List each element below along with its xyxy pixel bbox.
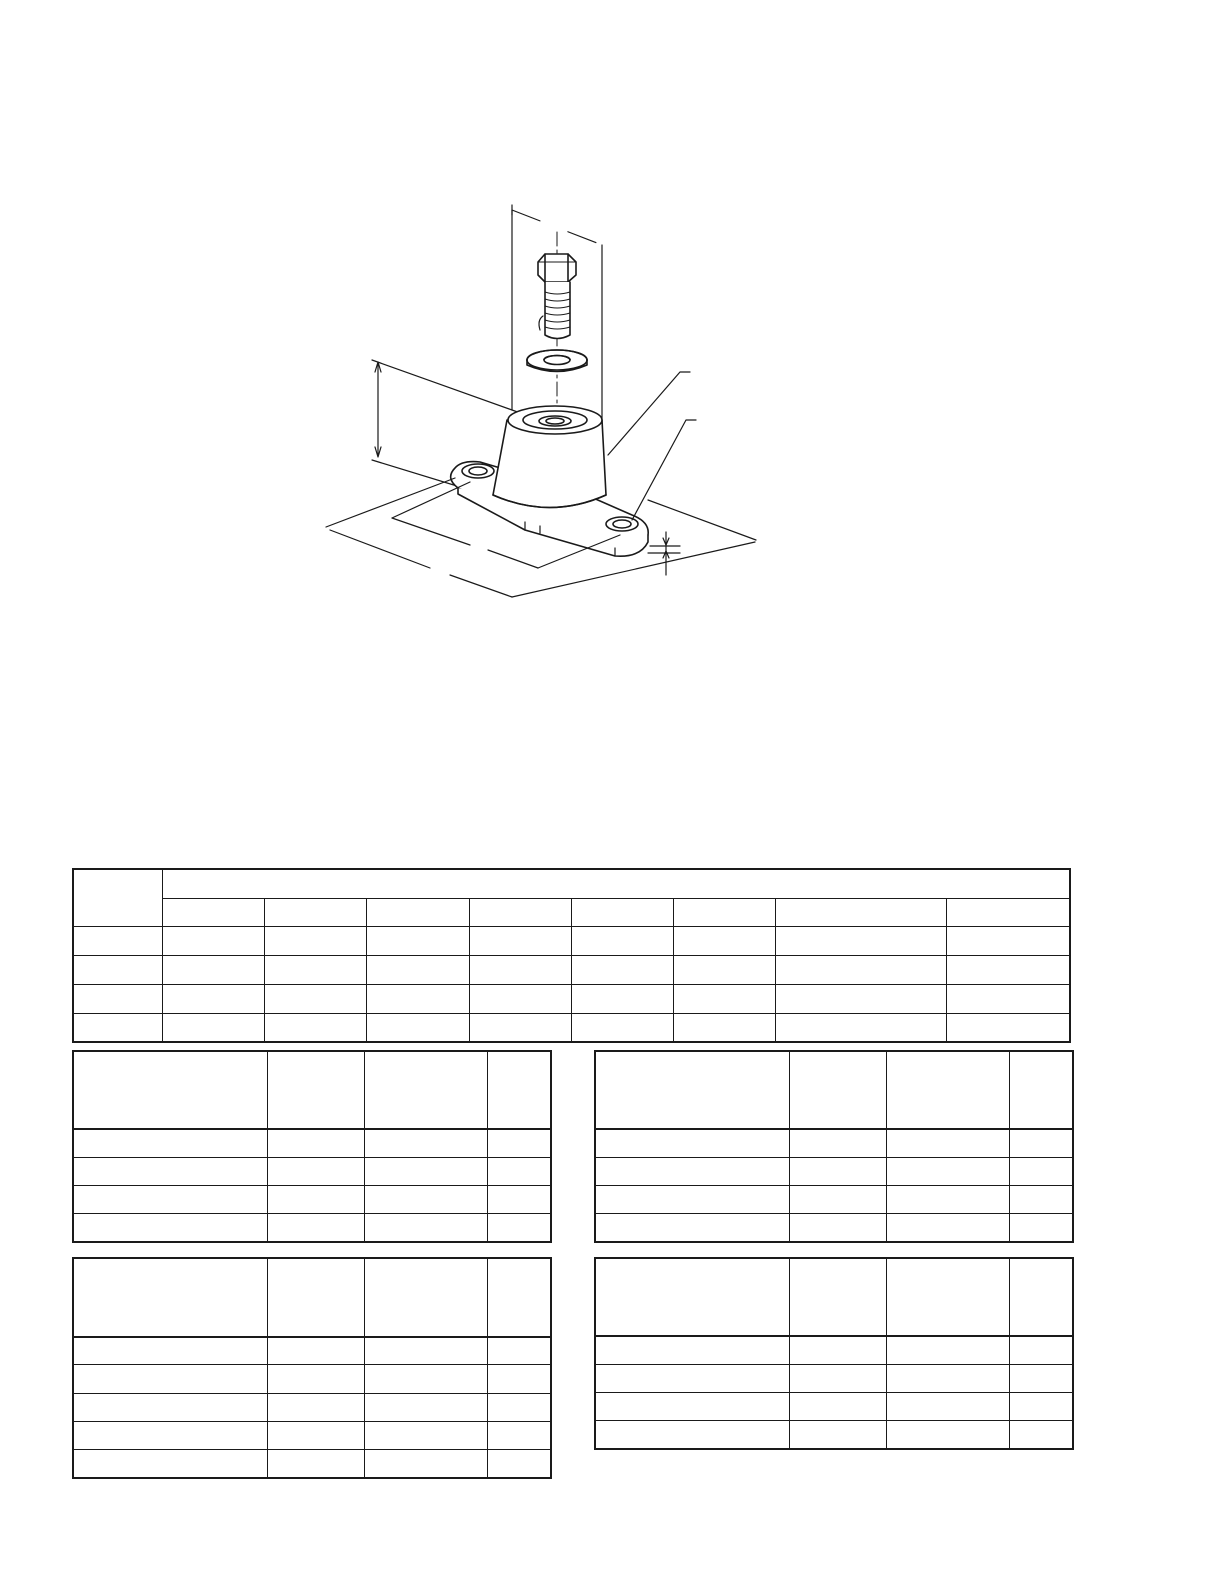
table-row: [595, 1214, 1073, 1242]
leader-line-flange: [632, 420, 696, 520]
table-row: [595, 1365, 1073, 1393]
table-cell: [73, 984, 162, 1013]
table-cell: [789, 1158, 886, 1186]
table-cell: [673, 984, 775, 1013]
table-cell: [469, 926, 571, 955]
table-cell: [487, 1337, 551, 1365]
length-ext-right: [648, 500, 756, 540]
main-table-col-header: [673, 898, 775, 926]
length-dim-line-b: [450, 575, 512, 597]
table-cell: [162, 984, 264, 1013]
table-cell: [571, 926, 673, 955]
table-header-cell: [364, 1258, 487, 1337]
table-cell: [73, 1450, 267, 1478]
table-row: [595, 1129, 1073, 1157]
rubber-cone: [493, 406, 606, 508]
table-header-cell: [73, 1258, 267, 1337]
table-row: [73, 1450, 551, 1478]
table-header-cell: [73, 1051, 267, 1129]
bottom-right-table: [594, 1257, 1074, 1450]
table-cell: [595, 1336, 789, 1364]
main-table-col-header: [469, 898, 571, 926]
main-table-col-header: [775, 898, 946, 926]
table-cell: [1009, 1129, 1073, 1157]
table-cell: [946, 984, 1070, 1013]
table-cell: [73, 1365, 267, 1393]
table-cell: [886, 1393, 1009, 1421]
table-cell: [595, 1129, 789, 1157]
table-cell: [1009, 1421, 1073, 1449]
main-table-group-header: [162, 869, 1070, 898]
table-cell: [946, 1013, 1070, 1042]
table-cell: [366, 926, 469, 955]
table-cell: [1009, 1336, 1073, 1364]
table-cell: [886, 1421, 1009, 1449]
table-cell: [946, 955, 1070, 984]
table-header-cell: [1009, 1258, 1073, 1336]
table-cell: [886, 1214, 1009, 1242]
table-cell: [886, 1186, 1009, 1214]
table-cell: [162, 1013, 264, 1042]
table-cell: [73, 1158, 267, 1186]
table-cell: [487, 1393, 551, 1421]
table-cell: [73, 1129, 267, 1157]
table-cell: [789, 1393, 886, 1421]
table-cell: [73, 1013, 162, 1042]
table-header-cell: [267, 1051, 364, 1129]
table-cell: [789, 1336, 886, 1364]
table-cell: [1009, 1158, 1073, 1186]
table-header-cell: [789, 1051, 886, 1129]
table-row: [73, 1421, 551, 1449]
table-cell: [595, 1186, 789, 1214]
table-cell: [364, 1421, 487, 1449]
table-cell: [487, 1186, 551, 1214]
table-cell: [267, 1158, 364, 1186]
table-row: [595, 1336, 1073, 1364]
table-cell: [886, 1365, 1009, 1393]
table-header-cell: [886, 1051, 1009, 1129]
spacing-dim-line-b: [488, 550, 538, 568]
table-cell: [366, 955, 469, 984]
leader-line-body: [608, 372, 690, 455]
table-row: [73, 1013, 1070, 1042]
table-cell: [364, 1393, 487, 1421]
table-cell: [267, 1186, 364, 1214]
length-dim-line-a: [330, 530, 430, 568]
table-cell: [364, 1214, 487, 1242]
spacing-dim-line-a: [392, 518, 470, 545]
table-cell: [487, 1421, 551, 1449]
table-cell: [469, 1013, 571, 1042]
table-cell: [162, 926, 264, 955]
table-cell: [595, 1393, 789, 1421]
table-cell: [775, 926, 946, 955]
table-cell: [487, 1129, 551, 1157]
table-cell: [789, 1214, 886, 1242]
table-cell: [364, 1186, 487, 1214]
table-row: [73, 1337, 551, 1365]
table-header-cell: [487, 1051, 551, 1129]
table-cell: [364, 1129, 487, 1157]
top-right-table: [594, 1050, 1074, 1243]
table-header-cell: [595, 1258, 789, 1336]
table-cell: [886, 1129, 1009, 1157]
table-cell: [364, 1365, 487, 1393]
table-cell: [1009, 1393, 1073, 1421]
table-cell: [267, 1450, 364, 1478]
main-table-col-header: [571, 898, 673, 926]
table-row: [595, 1158, 1073, 1186]
table-row: [73, 1214, 551, 1242]
table-cell: [595, 1365, 789, 1393]
table-cell: [789, 1129, 886, 1157]
table-cell: [73, 1393, 267, 1421]
table-row: [73, 1186, 551, 1214]
table-cell: [789, 1186, 886, 1214]
height-ext-top: [372, 360, 540, 420]
table-cell: [673, 1013, 775, 1042]
table-header-cell: [267, 1258, 364, 1337]
table-row: [73, 1129, 551, 1157]
table-cell: [775, 1013, 946, 1042]
table-cell: [73, 1337, 267, 1365]
main-table-col-header: [946, 898, 1070, 926]
table-header-cell: [487, 1258, 551, 1337]
table-row: [73, 1365, 551, 1393]
table-cell: [162, 955, 264, 984]
main-table-col-header: [264, 898, 366, 926]
main-table-col-header: [366, 898, 469, 926]
washer: [527, 350, 587, 372]
table-cell: [73, 1186, 267, 1214]
table-cell: [487, 1158, 551, 1186]
table-cell: [267, 1129, 364, 1157]
table-cell: [469, 984, 571, 1013]
table-header-cell: [789, 1258, 886, 1336]
main-table-corner-cell: [73, 869, 162, 926]
table-cell: [886, 1336, 1009, 1364]
table-cell: [73, 1214, 267, 1242]
table-cell: [673, 955, 775, 984]
table-cell: [267, 1214, 364, 1242]
table-cell: [571, 955, 673, 984]
table-cell: [595, 1214, 789, 1242]
table-cell: [73, 926, 162, 955]
table-row: [73, 984, 1070, 1013]
table-row: [73, 926, 1070, 955]
table-cell: [469, 955, 571, 984]
table-cell: [267, 1393, 364, 1421]
table-row: [73, 1393, 551, 1421]
table-cell: [571, 984, 673, 1013]
table-cell: [1009, 1365, 1073, 1393]
table-cell: [595, 1421, 789, 1449]
table-cell: [1009, 1214, 1073, 1242]
table-cell: [73, 955, 162, 984]
table-cell: [1009, 1186, 1073, 1214]
hex-bolt: [538, 254, 576, 339]
length-ext-left: [326, 478, 455, 527]
table-cell: [366, 984, 469, 1013]
main-spec-table: [72, 868, 1071, 1043]
table-cell: [264, 926, 366, 955]
table-cell: [946, 926, 1070, 955]
table-cell: [364, 1337, 487, 1365]
table-cell: [487, 1214, 551, 1242]
table-cell: [775, 984, 946, 1013]
table-cell: [264, 955, 366, 984]
table-cell: [487, 1365, 551, 1393]
mount-technical-drawing: [0, 0, 1224, 620]
table-cell: [775, 955, 946, 984]
bottom-left-table: [72, 1257, 552, 1479]
table-cell: [673, 926, 775, 955]
table-row: [595, 1393, 1073, 1421]
table-cell: [487, 1450, 551, 1478]
table-cell: [73, 1421, 267, 1449]
table-header-cell: [886, 1258, 1009, 1336]
table-cell: [267, 1365, 364, 1393]
table-cell: [366, 1013, 469, 1042]
table-cell: [595, 1158, 789, 1186]
table-cell: [571, 1013, 673, 1042]
table-row: [595, 1186, 1073, 1214]
table-cell: [264, 984, 366, 1013]
table-header-cell: [364, 1051, 487, 1129]
table-cell: [789, 1365, 886, 1393]
table-cell: [886, 1158, 1009, 1186]
table-header-cell: [595, 1051, 789, 1129]
table-row: [73, 955, 1070, 984]
table-cell: [364, 1158, 487, 1186]
table-cell: [364, 1450, 487, 1478]
table-header-cell: [1009, 1051, 1073, 1129]
main-table-col-header: [162, 898, 264, 926]
table-cell: [267, 1421, 364, 1449]
table-row: [73, 1158, 551, 1186]
top-left-table: [72, 1050, 552, 1243]
table-row: [595, 1421, 1073, 1449]
table-cell: [789, 1421, 886, 1449]
table-cell: [267, 1337, 364, 1365]
table-cell: [264, 1013, 366, 1042]
